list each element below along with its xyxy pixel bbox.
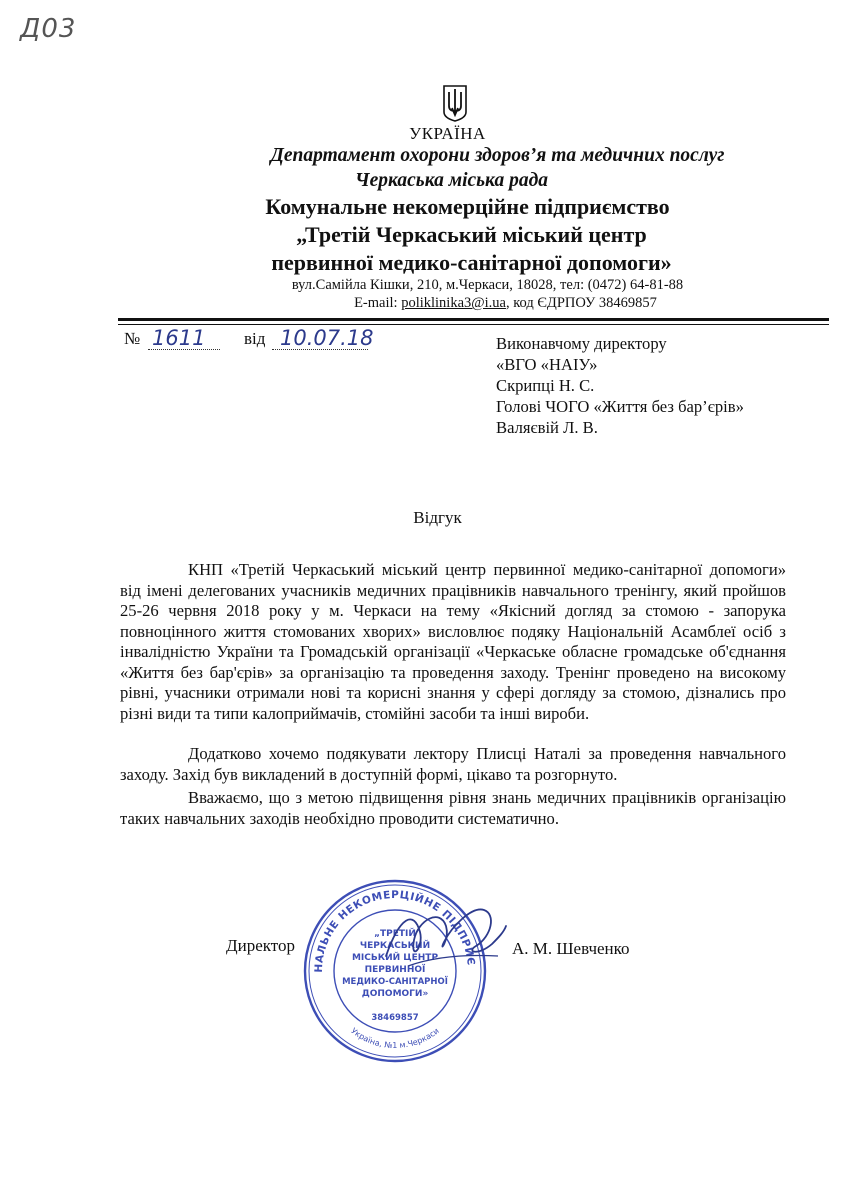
reg-date-value: 10.07.18 xyxy=(280,326,374,350)
stamp-ring-top: НАЛЬНЕ НЕКОМЕРЦІЙНЕ ПІДПРИЄ xyxy=(312,889,477,973)
department-heading: Департамент охорони здоров’я та медичних послуг xyxy=(270,145,725,166)
council-heading: Черкаська міська рада xyxy=(354,170,549,191)
stamp-code: 38469857 xyxy=(371,1013,419,1023)
addressee-block xyxy=(496,333,744,438)
contact-line xyxy=(0,295,855,312)
handwritten-signature xyxy=(380,896,510,976)
document-title: Відгук xyxy=(413,508,462,527)
header-rule-thick xyxy=(118,318,829,321)
trident-emblem-icon xyxy=(442,84,468,122)
addressee-line: Скрипці Н. С. xyxy=(496,376,595,395)
email-label: E-mail: xyxy=(354,295,398,311)
signatory-position: Директор xyxy=(226,936,295,955)
org-type-heading: Комунальне некомерційне підприємство xyxy=(265,194,670,219)
country-heading: УКРАЇНА xyxy=(409,124,486,143)
reg-no-underline xyxy=(148,349,220,350)
org-name-line-2: первинної медико-санітарної допомоги» xyxy=(271,250,672,275)
signatory-name: А. М. Шевченко xyxy=(512,939,630,958)
body-paragraph-2 xyxy=(120,744,786,785)
paragraph-text: Додатково хочемо подякувати лектору Плисці Наталі за проведення навчального заходу. Захід був викладений в доступній формі, цікаво та розгорнуто. xyxy=(120,744,786,784)
code-text: , код ЄДРПОУ 38469857 xyxy=(505,295,657,311)
handwritten-corner-mark: Д03 xyxy=(20,14,77,44)
stamp-line: ЧЕРКАСЬКИЙ xyxy=(359,941,431,951)
org-name-line-1: „Третій Черкаський міський центр xyxy=(296,222,647,247)
paragraph-text: Вважаємо, що з метою підвищення рівня знань медичних працівників організацію таких навчальних заходів необхідно проводити систематично. xyxy=(120,788,786,828)
stamp-line: ПЕРВИННОЇ xyxy=(364,965,426,975)
addressee-line: Виконавчому директору xyxy=(496,334,667,353)
body-paragraph-3 xyxy=(120,788,786,829)
email-link[interactable]: poliklinika3@i.ua xyxy=(401,295,506,311)
stamp-ring-bottom: Україна, №1 м.Черкаси xyxy=(349,1026,441,1051)
header-rule-thin xyxy=(118,324,829,325)
address-line: вул.Самійла Кішки, 210, м.Черкаси, 18028, тел: (0472) 64-81-88 xyxy=(291,277,684,293)
addressee-line: «ВГО «НАІУ» xyxy=(496,355,598,374)
stamp-line: „ТРЕТІЙ xyxy=(374,929,416,939)
body-paragraph-1 xyxy=(120,560,786,724)
reg-no-label: № xyxy=(124,329,141,348)
reg-no-value: 1611 xyxy=(152,326,206,350)
addressee-line: Голові ЧОГО «Життя без бар’єрів» xyxy=(496,397,744,416)
reg-date-underline xyxy=(272,349,368,350)
reg-date-label: від xyxy=(244,329,266,348)
addressee-line: Валяєвій Л. В. xyxy=(496,418,598,437)
stamp-line: ДОПОМОГИ» xyxy=(361,989,429,999)
stamp-line: МЕДИКО-САНІТАРНОЇ xyxy=(342,977,448,987)
paragraph-text: КНП «Третій Черкаський міський центр первинної медико-санітарної допомоги» від імені делегованих учасників медичних працівників навчального тренінгу, який пройшов 25-26 червня 2018 року у м. Черкаси на тему «Якісний догляд за стомою - запорука повноцінного життя стомованих хворих» висловлює подяку Національній Асамблеї осіб з інвалідністю України та Громадській організації «Черкаське обласне громадське об'єднання «Життя без бар'єрів» за організацію та проведення заходу. Тренінг проведено на високому рівні, учасники отримали нові та корисні знання у сфері догляду за стомою, дізнались про різні види та типи калоприймачів, стомійні засоби та інші вироби. xyxy=(120,560,786,723)
stamp-line: МІСЬКИЙ ЦЕНТР xyxy=(351,953,439,963)
